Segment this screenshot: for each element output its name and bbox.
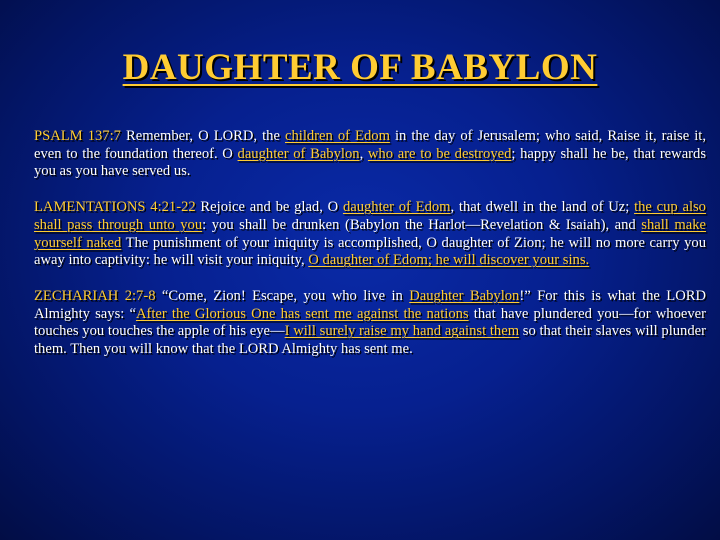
highlighted-phrase: who are to be destroyed (367, 145, 512, 162)
highlighted-phrase: children of Edom (285, 128, 390, 144)
text-run: so that their slaves will plunder them. Then you will know that the LORD Almighty has sent me. (34, 323, 706, 358)
text-run: ; happy shall he be, that rewards you as you have served us. (34, 145, 707, 180)
text-run: !” For this is what the LORD Almighty says: “ (34, 287, 707, 322)
slide-body (34, 128, 706, 377)
highlighted-phrase: After the Glorious One has sent me against the nations (135, 305, 469, 322)
highlighted-phrase: O daughter of Edom; he will discover your sins. (308, 252, 590, 269)
highlighted-phrase: the cup also shall pass through unto you (34, 199, 706, 233)
paragraph-psalm (34, 128, 706, 181)
text-run: , that dwell in the land of Uz; (450, 199, 635, 216)
scripture-reference: LAMENTATIONS 4:21-22 (34, 199, 196, 216)
text-run: Rejoice and be glad, O (195, 199, 343, 216)
scripture-reference: PSALM 137:7 (34, 128, 121, 144)
highlighted-phrase: shall make yourself naked (34, 216, 706, 251)
text-run: , (359, 145, 368, 162)
highlighted-phrase: daughter of Edom (342, 199, 451, 216)
text-run: The punishment of your iniquity is accomplished, O daughter of Zion; he will no more carry you away into captivity: he will visit your iniquity, (34, 234, 706, 269)
text-run: “Come, Zion! Escape, you who live in (155, 287, 410, 304)
text-run: in the day of Jerusalem; who said, Raise it, raise it, even to the foundation thereof. O (34, 128, 706, 162)
slide-title: DAUGHTER OF BABYLON (122, 47, 598, 88)
text-run: : you shall be drunken (Babylon the Harlot—Revelation & Isaiah), and (202, 216, 642, 233)
highlighted-phrase: Daughter Babylon (409, 287, 520, 304)
paragraph-lamentations (34, 199, 706, 270)
highlighted-phrase: daughter of Babylon (237, 145, 360, 162)
text-run: that have plundered you—for whoever touches you touches the apple of his eye— (34, 305, 706, 340)
paragraph-zechariah (34, 288, 706, 359)
highlighted-phrase: I will surely raise my hand against them (284, 323, 520, 340)
text-run: Remember, O LORD, the (120, 128, 285, 144)
scripture-reference: ZECHARIAH 2:7-8 (34, 287, 156, 304)
